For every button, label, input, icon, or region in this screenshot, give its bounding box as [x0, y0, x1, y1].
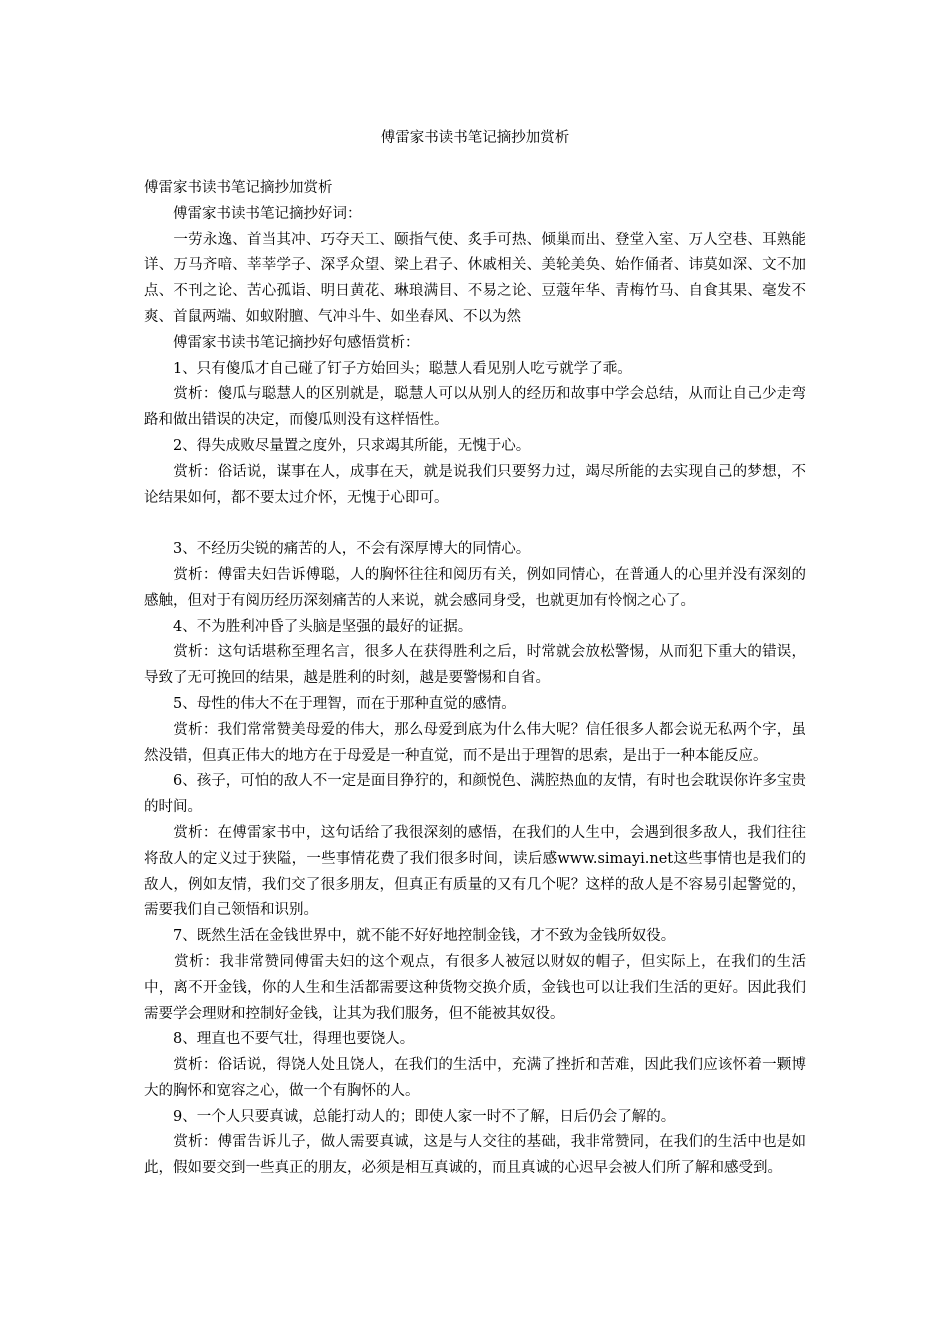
body-paragraph: 赏析：傻瓜与聪慧人的区别就是，聪慧人可以从别人的经历和故事中学会总结，从而让自己少走弯路和做出错误的决定，而傻瓜则没有这样悟性。: [144, 386, 806, 429]
body-paragraph: 一劳永逸、首当其冲、巧夺天工、颐指气使、炙手可热、倾巢而出、登堂入室、万人空巷、耳熟能详、万马齐喑、莘莘学子、深孚众望、梁上君子、休戚相关、美轮美奂、始作俑者、讳莫如深、文不加点、不刊之论、苦心孤诣、明日黄花、琳琅满目、不易之论、豆蔻年华、青梅竹马、自食其果、毫发不爽、首鼠两端、如蚁附膻、气冲斗牛、如坐春风、不以为然: [144, 231, 806, 325]
body-paragraph: 赏析：俗话说，谋事在人，成事在天，就是说我们只要努力过，竭尽所能的去实现自己的梦想，不论结果如何，都不要太过介怀，无愧于心即可。: [144, 463, 806, 506]
body-paragraph: 9、一个人只要真诚，总能打动人的；即使人家一时不了解，日后仍会了解的。: [144, 1108, 676, 1125]
body-paragraph: 傅雷家书读书笔记摘抄好词：: [144, 205, 362, 222]
section-heading: 傅雷家书读书笔记摘抄加赏析: [144, 180, 333, 196]
body-paragraph: 赏析：俗话说，得饶人处且饶人，在我们的生活中，充满了挫折和苦难，因此我们应该怀着一颗博大的胸怀和宽容之心，做一个有胸怀的人。: [144, 1057, 806, 1099]
body-paragraph: 赏析：我们常常赞美母爱的伟大，那么母爱到底为什么伟大呢？信任很多人都会说无私两个字，虽然没错，但真正伟大的地方在于母爱是一种直觉，而不是出于理智的思索，是出于一种本能反应。: [144, 721, 806, 764]
document-body: [144, 176, 806, 1182]
body-paragraph: 赏析：我非常赞同傅雷夫妇的这个观点，有很多人被冠以财奴的帽子，但实际上，在我们的生活中，离不开金钱，你的人生和生活都需要这种货物交换介质，金钱也可以让我们生活的更好。因此我们需要学会理财和控制好金钱，让其为我们服务，但不能被其奴役。: [144, 953, 806, 1022]
body-paragraph: 赏析：这句话堪称至理名言，很多人在获得胜利之后，时常就会放松警惕，从而犯下重大的错误，导致了无可挽回的结果，越是胜利的时刻，越是要警惕和自省。: [144, 644, 806, 687]
body-paragraph: 3、不经历尖锐的痛苦的人，不会有深厚博大的同情心。: [144, 541, 531, 558]
document-title: 傅雷家书读书笔记摘抄加赏析: [380, 130, 570, 146]
body-paragraph: 赏析：傅雷夫妇告诉傅聪，人的胸怀往往和阅历有关，例如同情心，在普通人的心里并没有深刻的感触，但对于有阅历经历深刻痛苦的人来说，就会感同身受，也就更加有怜悯之心了。: [144, 566, 806, 609]
body-paragraph: 6、孩子，可怕的敌人不一定是面目狰狞的，和颜悦色、满腔热血的友情，有时也会耽误你许多宝贵的时间。: [144, 773, 806, 816]
body-paragraph: 1、只有傻瓜才自己碰了钉子方始回头；聪慧人看见别人吃亏就学了乖。: [144, 360, 632, 377]
body-paragraph: 7、既然生活在金钱世界中，就不能不好好地控制金钱，才不致为金钱所奴役。: [144, 928, 676, 945]
body-paragraph: 赏析：傅雷告诉儿子，做人需要真诚，这是与人交往的基础，我非常赞同，在我们的生活中也是如此，假如要交到一些真正的朋友，必须是相互真诚的，而且真诚的心迟早会被人们所了解和感受到。: [144, 1134, 806, 1177]
body-paragraph: 傅雷家书读书笔记摘抄好句感悟赏析：: [144, 334, 420, 351]
blank-line: [144, 511, 806, 537]
body-paragraph: 2、得失成败尽量置之度外，只求竭其所能，无愧于心。: [144, 437, 531, 454]
body-paragraph: 5、母性的伟大不在于理智，而在于那种直觉的感情。: [144, 695, 516, 712]
body-paragraph: 赏析：在傅雷家书中，这句话给了我很深刻的感悟，在我们的人生中，会遇到很多敌人，我们往往将敌人的定义过于狭隘，一些事情花费了我们很多时间，读后感www.simayi.net这些事情也是我们的敌人，例如友情，我们交了很多朋友，但真正有质量的又有几个呢？这样的敌人是不容易引起警觉的，需要我们自己领悟和识别。: [144, 824, 806, 919]
body-paragraph: 8、理直也不要气壮，得理也要饶人。: [144, 1031, 415, 1048]
body-paragraph: 4、不为胜利冲昏了头脑是坚强的最好的证据。: [144, 618, 473, 635]
